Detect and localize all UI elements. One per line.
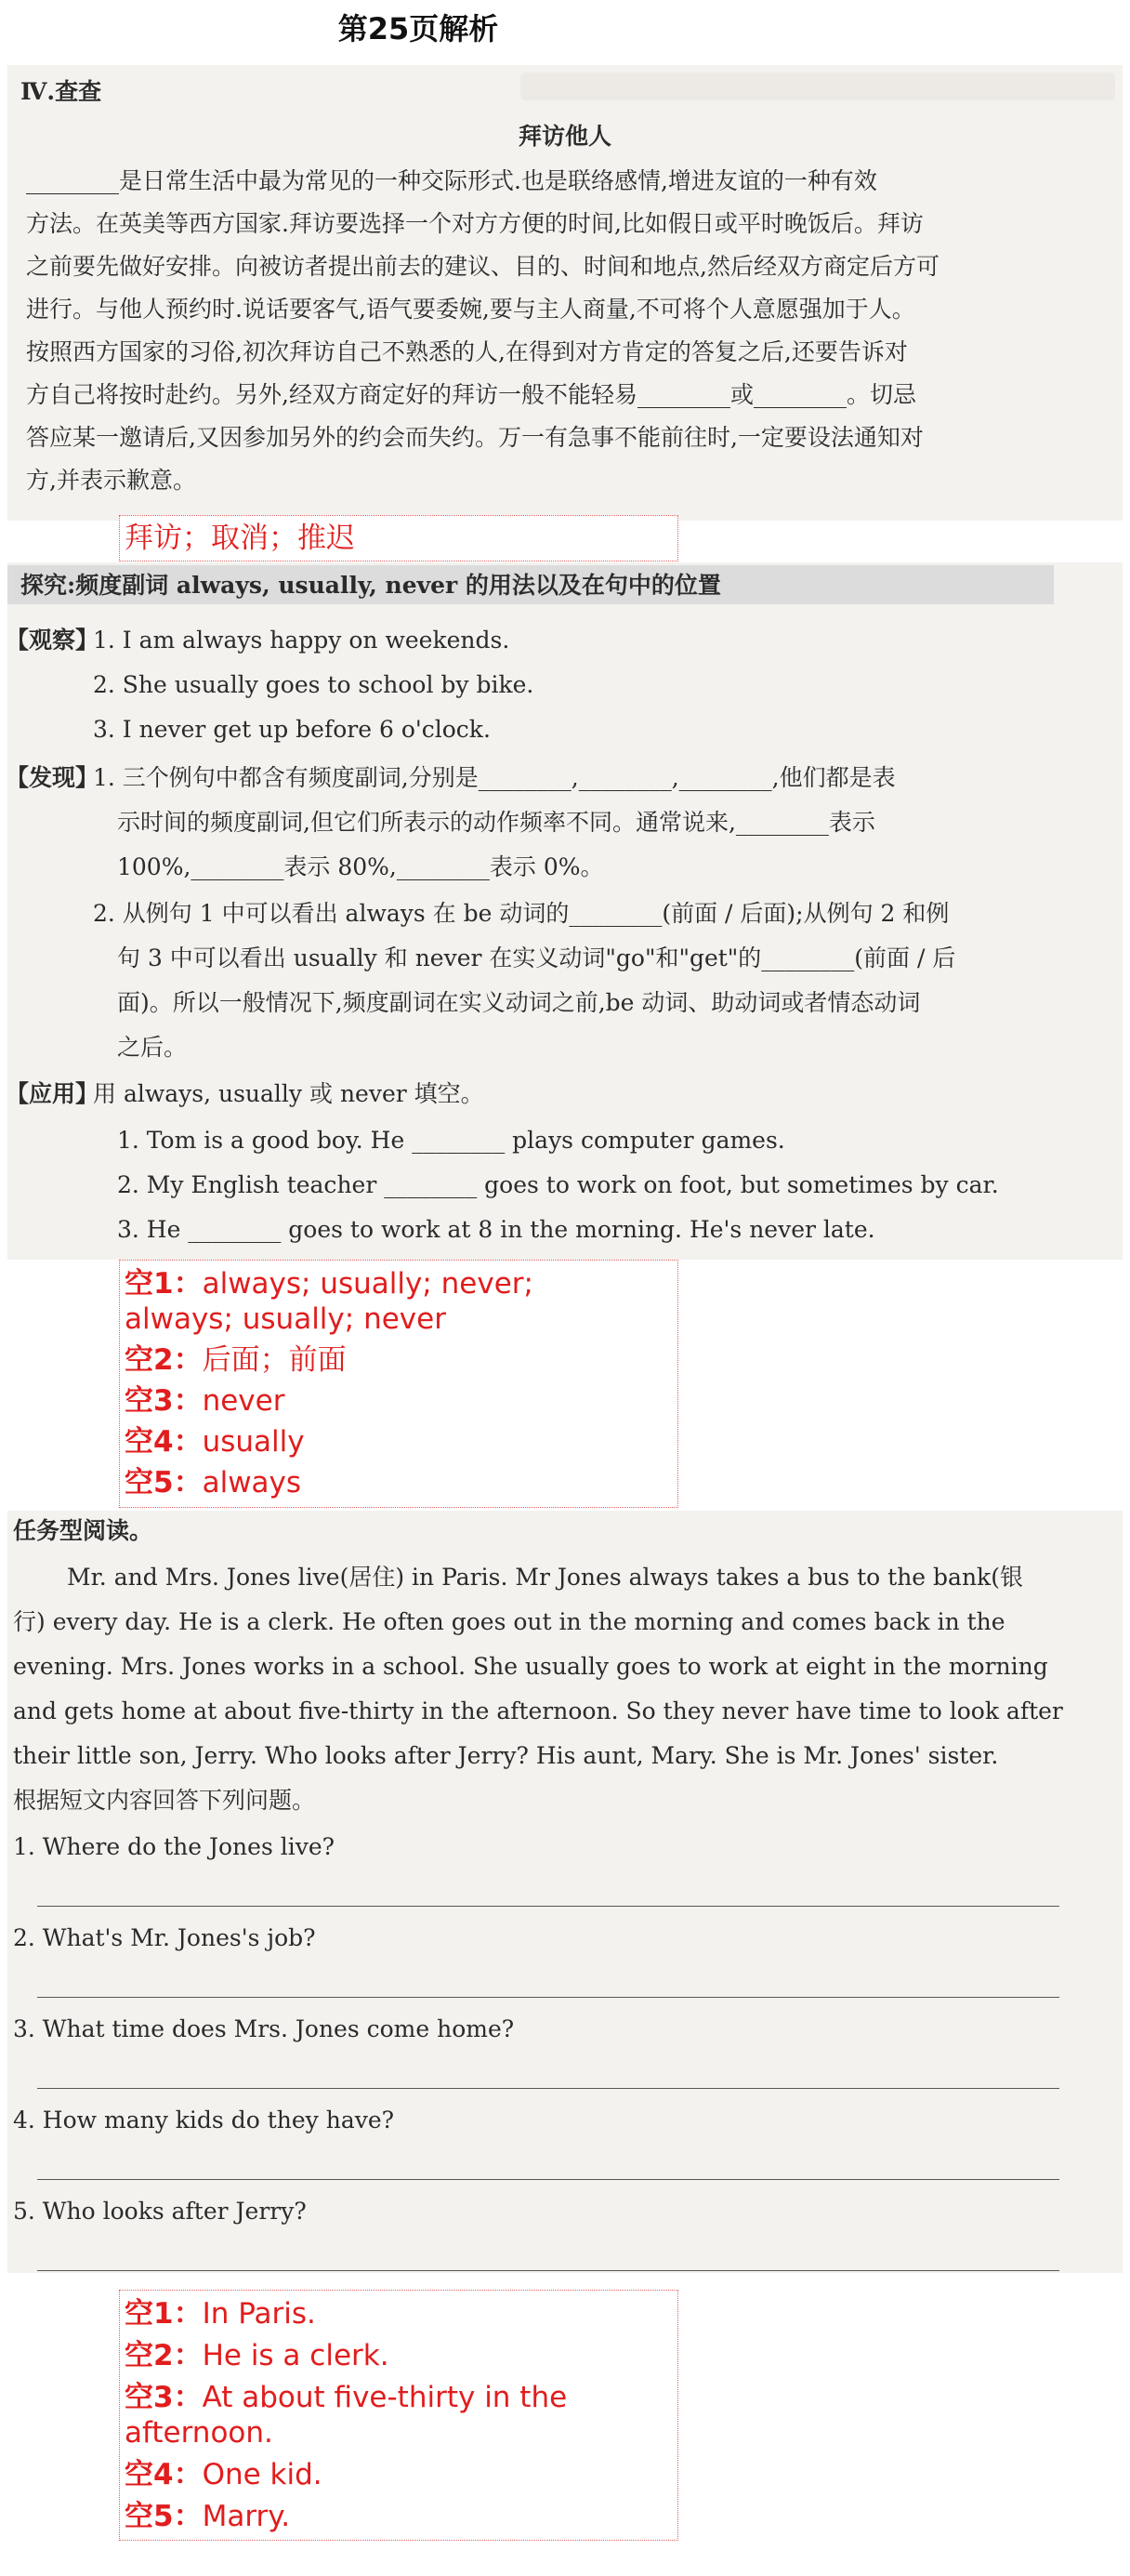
reading-passage-line: and gets home at about five-thirty in the afternoon. So they never have time to look after — [13, 1698, 1063, 1724]
explore-heading: 探究:频度副词 always, usually, never 的用法以及在句中的位置 — [20, 572, 721, 599]
apply-item: 3. He ________ goes to work at 8 in the morning. He's never late. — [117, 1216, 875, 1243]
observe-item: 1. I am always happy on weekends. — [93, 627, 510, 654]
answer-label: 空5： — [125, 1466, 203, 1499]
discover-line: 之后。 — [117, 1034, 188, 1061]
answer-value: never — [202, 1384, 285, 1418]
answer-line — [37, 2179, 1059, 2180]
reading-passage-line: 行) every day. He is a clerk. He often goes out in the morning and comes back in the — [13, 1608, 1005, 1635]
reading-question: 5. Who looks after Jerry? — [13, 2198, 307, 2225]
apply-intro: 用 always, usually 或 never 填空。 — [93, 1080, 484, 1107]
answer-reading-3-cont: afternoon. — [125, 2416, 273, 2450]
reading-instruction: 根据短文内容回答下列问题。 — [13, 1787, 316, 1814]
answer-value: usually — [202, 1425, 305, 1459]
answer-text-section4: 拜访；取消；推迟 — [125, 522, 355, 555]
answer-explore-2 — [125, 1342, 347, 1378]
answer-value: 后面；前面 — [202, 1343, 347, 1377]
answer-label: 空5： — [125, 2500, 203, 2533]
answer-reading-2 — [125, 2338, 389, 2373]
section4-line: 方自己将按时赴约。另外,经双方商定好的拜访一般不能轻易________或________。切忌 — [26, 381, 916, 408]
observe-label: 【观察】 — [6, 627, 99, 654]
answer-label: 空2： — [125, 1343, 203, 1377]
section4-line: 方法。在英美等西方国家.拜访要选择一个对方方便的时间,比如假日或平时晚饭后。拜访 — [26, 210, 924, 237]
discover-line: 2. 从例句 1 中可以看出 always 在 be 动词的________(前面 / 后面);从例句 2 和例 — [93, 900, 950, 927]
discover-line: 示时间的频度副词,但它们所表示的动作频率不同。通常说来,________表示 — [117, 809, 875, 836]
section4-line: ________是日常生活中最为常见的一种交际形式.也是联络感情,增进友谊的一种有效 — [26, 167, 877, 194]
answer-reading-5 — [125, 2499, 290, 2534]
section4-title: 拜访他人 — [518, 123, 611, 150]
answer-explore-4 — [125, 1424, 305, 1460]
discover-line: 面)。所以一般情况下,频度副词在实义动词之前,be 动词、助动词或者情态动词 — [117, 989, 921, 1016]
reading-passage-line: Mr. and Mrs. Jones live(居住) in Paris. Mr Jones always takes a bus to the bank(银 — [67, 1564, 1023, 1591]
answer-explore-1 — [125, 1266, 533, 1301]
answer-label: 空1： — [125, 1267, 203, 1301]
discover-label: 【发现】 — [6, 764, 99, 791]
answer-explore-1-cont: always; usually; never — [125, 1302, 446, 1336]
discover-line: 1. 三个例句中都含有频度副词,分别是________,________,________,他们都是表 — [93, 764, 896, 791]
answer-label: 空1： — [125, 2297, 203, 2331]
section4-line: 之前要先做好安排。向被访者提出前去的建议、目的、时间和地点,然后经双方商定后方可 — [26, 253, 939, 280]
answer-value: He is a clerk. — [202, 2339, 389, 2372]
reading-passage-line: evening. Mrs. Jones works in a school. She usually goes to work at eight in the morning — [13, 1653, 1048, 1680]
answer-value: always; usually; never; — [202, 1267, 533, 1301]
apply-label: 【应用】 — [6, 1080, 99, 1107]
apply-item: 2. My English teacher ________ goes to work on foot, but sometimes by car. — [117, 1171, 999, 1198]
observe-item: 3. I never get up before 6 o'clock. — [93, 716, 491, 743]
answer-label: 空4： — [125, 2458, 203, 2491]
answer-label: 空4： — [125, 1425, 203, 1459]
reading-question: 1. Where do the Jones live? — [13, 1833, 335, 1860]
reading-question: 4. How many kids do they have? — [13, 2107, 395, 2133]
discover-line: 句 3 中可以看出 usually 和 never 在实义动词"go"和"get"的________(前面 / 后 — [117, 945, 956, 971]
apply-item: 1. Tom is a good boy. He ________ plays computer games. — [117, 1127, 785, 1154]
reading-passage-line: their little son, Jerry. Who looks after Jerry? His aunt, Mary. She is Mr. Jones' sister. — [13, 1742, 999, 1769]
answer-label: 空2： — [125, 2339, 203, 2372]
answer-reading-4 — [125, 2457, 322, 2492]
section4-line: 进行。与他人预约时.说话要客气,语气要委婉,要与主人商量,不可将个人意愿强加于人。 — [26, 296, 915, 323]
answer-line — [37, 2088, 1059, 2089]
section4-line: 答应某一邀请后,又因参加另外的约会而失约。万一有急事不能前往时,一定要设法通知对 — [26, 424, 924, 451]
page-title: 第25页解析 — [337, 11, 499, 46]
reading-question: 2. What's Mr. Jones's job? — [13, 1924, 316, 1951]
answer-value: Marry. — [202, 2500, 291, 2533]
reading-heading: 任务型阅读。 — [13, 1517, 153, 1544]
answer-line — [37, 2270, 1059, 2271]
discover-line: 100%,________表示 80%,________表示 0%。 — [117, 853, 604, 880]
answer-reading-3 — [125, 2380, 567, 2415]
section4-line: 方,并表示歉意。 — [26, 467, 196, 494]
reading-question: 3. What time does Mrs. Jones come home? — [13, 2015, 515, 2042]
answer-line — [37, 1997, 1059, 1998]
answer-value: One kid. — [202, 2458, 322, 2491]
answer-value: In Paris. — [202, 2297, 316, 2331]
answer-value: At about five-thirty in the — [202, 2381, 568, 2414]
answer-label: 空3： — [125, 1384, 203, 1418]
answer-value: always — [202, 1466, 302, 1499]
answer-line — [37, 1906, 1059, 1907]
section4-heading: Ⅳ.查查 — [20, 78, 102, 105]
answer-reading-1 — [125, 2296, 316, 2332]
scan-smudge — [520, 73, 1115, 100]
observe-item: 2. She usually goes to school by bike. — [93, 671, 534, 698]
answer-label: 空3： — [125, 2381, 203, 2414]
answer-explore-3 — [125, 1383, 284, 1419]
section4-line: 按照西方国家的习俗,初次拜访自己不熟悉的人,在得到对方肯定的答复之后,还要告诉对 — [26, 338, 908, 365]
answer-explore-5 — [125, 1465, 301, 1500]
